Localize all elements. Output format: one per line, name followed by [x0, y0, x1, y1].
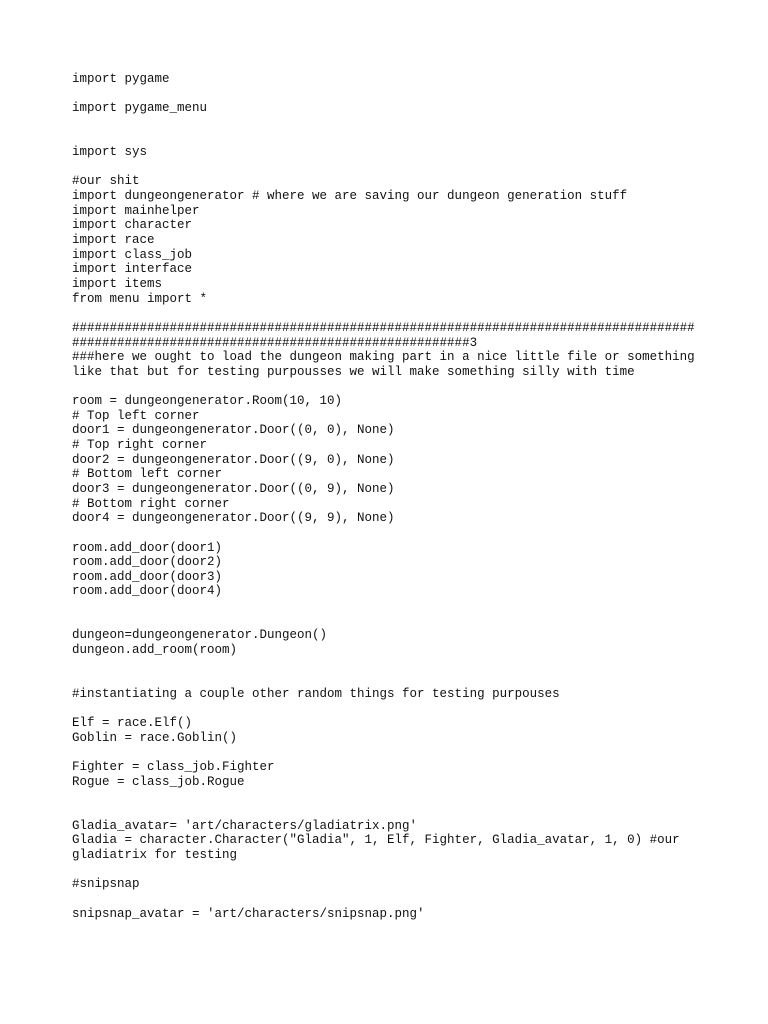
code-line: import interface: [72, 262, 193, 277]
code-line: door2 = dungeongenerator.Door((9, 0), None): [72, 452, 395, 467]
code-line: room.add_door(door2): [72, 555, 223, 570]
code-line: [72, 745, 732, 760]
code-line: [72, 379, 732, 394]
code-line: snipsnap_avatar = 'art/characters/snipsnap.png': [72, 906, 425, 921]
code-line: import pygame: [72, 72, 170, 86]
code-line: room.add_door(door4): [72, 584, 223, 599]
code-line: import sys: [72, 145, 148, 160]
code-line: # Bottom right corner: [72, 496, 230, 511]
code-line: [72, 702, 732, 717]
code-line: like that but for testing purpousses we will make something silly with time: [72, 364, 635, 379]
code-line: [72, 116, 732, 131]
code-line: door3 = dungeongenerator.Door((0, 9), None): [72, 481, 395, 496]
code-line: [72, 614, 732, 629]
code-line: door4 = dungeongenerator.Door((9, 9), None): [72, 511, 395, 526]
code-line: # Top left corner: [72, 408, 200, 423]
code-line: #snipsnap: [72, 877, 140, 892]
code-line: Gladia_avatar= 'art/characters/gladiatrix.png': [72, 818, 418, 833]
code-line: [72, 599, 732, 614]
code-line: #####################################################3: [72, 335, 478, 350]
code-line: dungeon=dungeongenerator.Dungeon(): [72, 628, 328, 643]
code-line: import dungeongenerator # where we are saving our dungeon generation stuff: [72, 189, 628, 204]
code-line: [72, 672, 732, 687]
code-line: [72, 892, 732, 907]
code-line: [72, 131, 732, 146]
code-line: [72, 863, 732, 878]
code-line: import mainhelper: [72, 203, 200, 218]
code-line: [72, 526, 732, 541]
code-listing: [72, 72, 732, 921]
code-line: dungeon.add_room(room): [72, 642, 238, 657]
code-line: room.add_door(door3): [72, 569, 223, 584]
code-line: Elf = race.Elf(): [72, 716, 193, 731]
code-line: [72, 789, 732, 804]
code-line: import class_job: [72, 247, 193, 262]
code-line: [72, 658, 732, 673]
code-line: Rogue = class_job.Rogue: [72, 774, 245, 789]
code-line: #our shit: [72, 174, 140, 189]
code-line: Gladia = character.Character("Gladia", 1, Elf, Fighter, Gladia_avatar, 1, 0) #our: [72, 833, 680, 848]
code-line: # Bottom left corner: [72, 467, 223, 482]
code-line: Fighter = class_job.Fighter: [72, 760, 275, 775]
code-line: room = dungeongenerator.Room(10, 10): [72, 394, 343, 409]
code-line: import items: [72, 276, 163, 291]
code-line: [72, 804, 732, 819]
code-line: [72, 160, 732, 175]
code-line: [72, 87, 732, 102]
code-line: from menu import *: [72, 291, 208, 306]
code-line: Goblin = race.Goblin(): [72, 730, 238, 745]
code-line: import pygame_menu: [72, 101, 208, 116]
code-line: import character: [72, 218, 193, 233]
code-line: door1 = dungeongenerator.Door((0, 0), None): [72, 423, 395, 438]
code-line: #instantiating a couple other random things for testing purpouses: [72, 686, 560, 701]
code-line: ###here we ought to load the dungeon making part in a nice little file or something: [72, 350, 695, 365]
code-line: ###################################################################################: [72, 320, 695, 335]
code-line: # Top right corner: [72, 438, 208, 453]
code-line: gladiatrix for testing: [72, 847, 238, 862]
code-line: [72, 306, 732, 321]
code-line: import race: [72, 233, 155, 248]
code-line: room.add_door(door1): [72, 540, 223, 555]
